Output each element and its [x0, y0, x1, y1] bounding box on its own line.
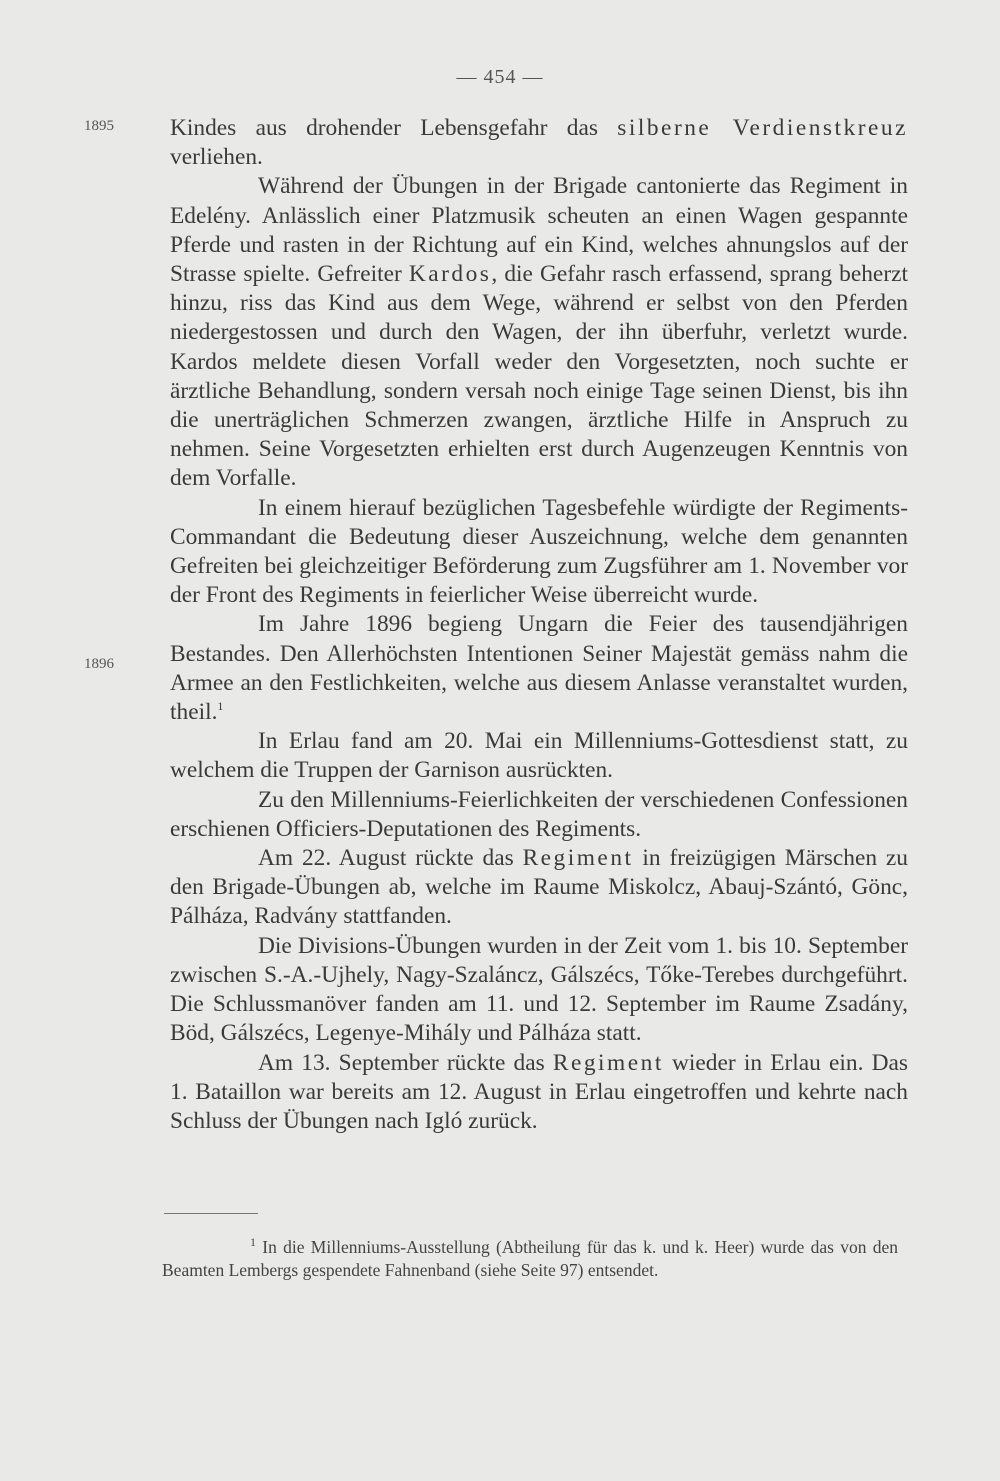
footnote-divider: [164, 1213, 258, 1214]
paragraph: Zu den Millenniums-Feierlichkeiten der verschiedenen Confessionen erschienen Officiers-Deputationen des Regiments.: [170, 786, 908, 842]
paragraph: Am 13. September rückte das Regiment wieder in Erlau ein. Das 1. Bataillon war bereits am 12. August in Erlau eingetroffen und kehrte nach Schluss der Übungen nach Igló zurück.: [170, 1049, 909, 1134]
footnote-reference: 1: [217, 699, 224, 714]
paragraph: Während der Übungen in der Brigade cantonierte das Regiment in Edelény. Anlässlich einer Platzmusik scheuten an einen Wagen gespannte Pferde und rasten in der Richtung auf ein Kind, welches ahnungslos auf der Strasse spielte. Gefreiter Kardos, die Gefahr rasch erfassend, sprang beherzt hinzu, riss das Kind aus dem Wege, während er selbst von den Pferden niedergestossen und durch den Wagen, der ihn überfuhr, verletzt wurde. Kardos meldete diesen Vorfall weder den Vorgesetzten, noch suchte er ärztliche Behandlung, sondern versah noch einige Tage seinen Dienst, bis ihn die unerträglichen Schmerzen zwangen, ärztliche Hilfe in Anspruch zu nehmen. Seine Vorgesetzten erhielten erst durch Augenzeugen Kenntnis von dem Vorfalle.: [170, 173, 908, 492]
paragraph: In einem hierauf bezüglichen Tagesbefehle würdigte der Regiments-Commandant die Bedeutung dieser Auszeichnung, welche dem genannten Gefreiten bei gleichzeitiger Beförderung zum Zugsführer am 1. November vor der Front des Regiments in feierlicher Weise überreicht wurde.: [170, 494, 908, 609]
page-number: — 454 —: [456, 66, 544, 88]
paragraph: Im Jahre 1896 begieng Ungarn die Feier des tausendjährigen Bestandes. Den Allerhöchsten Intentionen Seiner Majestät gemäss nahm die Armee an den Festlichkeiten, welche aus diesem Anlasse veranstaltet wurden, theil.$^1$: [170, 611, 908, 726]
paragraph: Kindes aus drohender Lebensgefahr das silberne Verdienstkreuz verliehen.: [170, 115, 908, 171]
footnote: [162, 1236, 898, 1282]
footnote-marker: 1: [250, 1235, 256, 1250]
paragraph: Die Divisions-Übungen wurden in der Zeit vom 1. bis 10. September zwischen S.-A.-Ujhely, Nagy-Szaláncz, Gálszécs, Tőke-Terebes durchgeführt. Die Schlussmanöver fanden am 11. und 12. September im Raume Zsadány, Böd, Gálszécs, Legenye-Mihály und Pálháza statt.: [170, 932, 908, 1047]
margin-year-1895: 1895: [84, 118, 114, 134]
paragraph: Am 22. August rückte das Regiment in freizügigen Märschen zu den Brigade-Übungen ab, welche im Raume Miskolcz, Abauj-Szántó, Gönc, Pálháza, Radvány stattfanden.: [170, 845, 908, 930]
margin-year-1896: 1896: [84, 656, 114, 672]
body-text: [170, 114, 908, 1136]
paragraph: In Erlau fand am 20. Mai ein Millenniums-Gottesdienst statt, zu welchem die Truppen der Garnison ausrückten.: [170, 728, 908, 784]
footnote-text: In die Millenniums-Ausstellung (Abtheilung für das k. und k. Heer) wurde das von den Beamten Lembergs gespendete Fahnenband (siehe Seite 97) entsendet.: [162, 1237, 898, 1280]
